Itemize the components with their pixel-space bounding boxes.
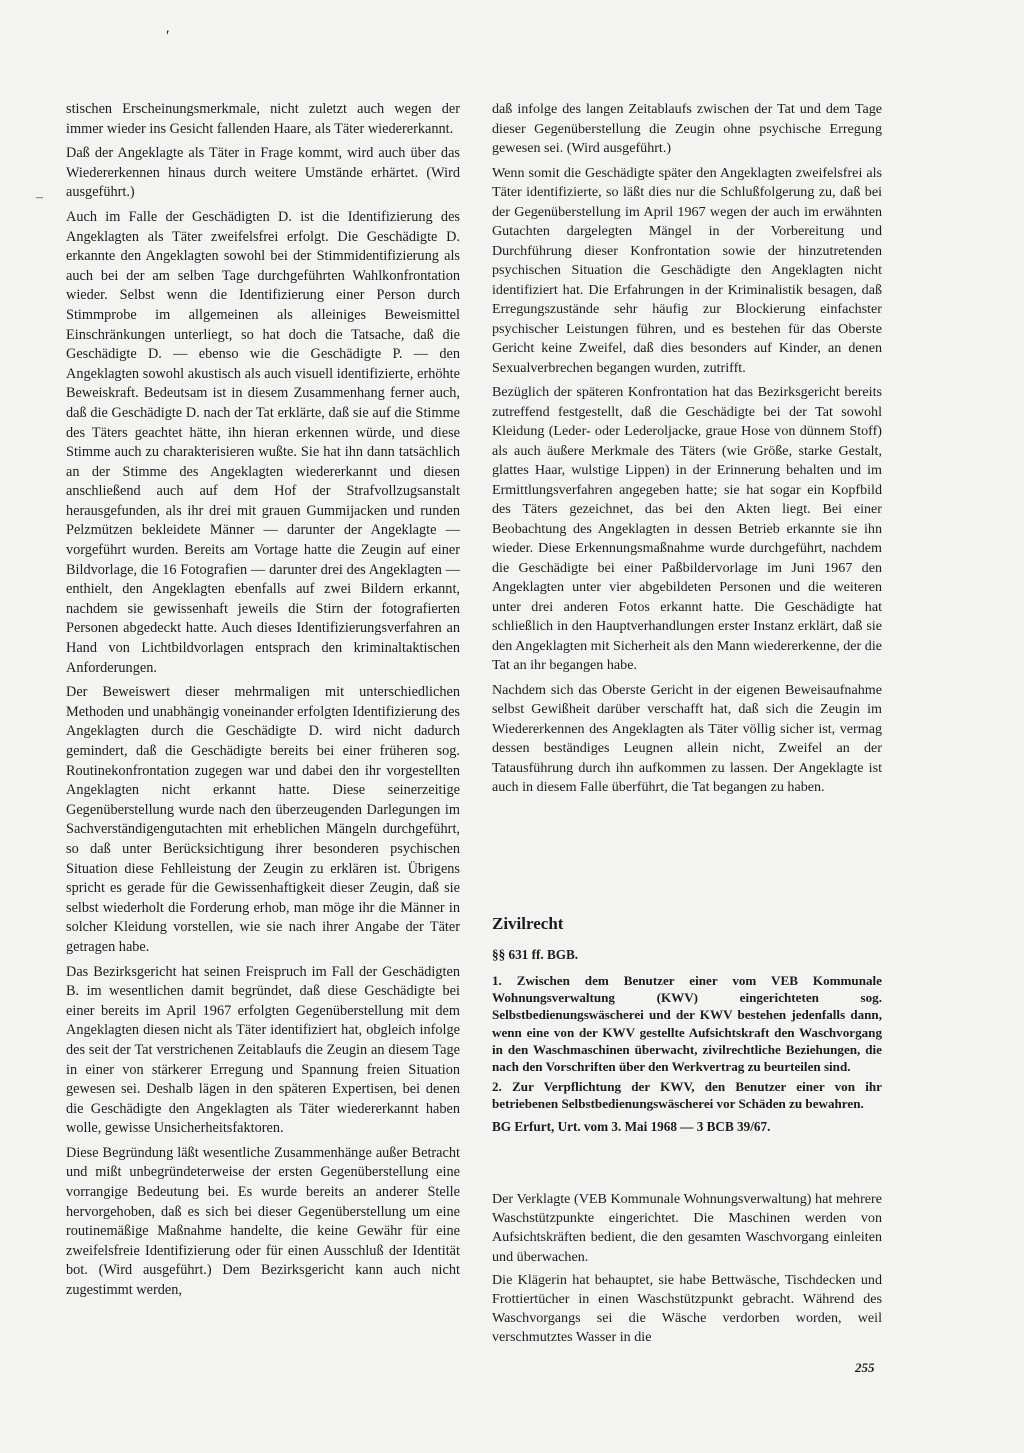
paragraph: Das Bezirksgericht hat seinen Freispruch im Fall der Geschädigten B. im wesentlichen damit begründet, daß diese Geschädigte bei einer bereits im April 1967 erfolgten Gegenüberstellung mit dem Angeklagten diesen nicht als Täter identifiziert hat, obgleich infolge des seit der Tat verstrichenen Zeitablaufs die Zeugin an diesem Tage in einer von stärkerer Erregung und Spannung freien Situation gewesen sei. Deshalb lägen in den späteren Expertisen, bei denen die Geschädigte den Angeklagten als Täter wiedererkannt haben wolle, gewisse Unsicherheitsfaktoren. xyxy=(66,963,460,1137)
paragraph: Daß der Angeklagte als Täter in Frage kommt, wird auch über das Wiedererkennen hinaus durch weitere Umstände erhärtet. (Wird ausgeführt.) xyxy=(66,145,460,201)
page-number: 255 xyxy=(855,1360,875,1375)
headnote: 2. Zur Verpflichtung der KWV, den Benutzer einer von ihr betriebenen Selbstbedienungswäscherei vor Schäden zu bewahren. xyxy=(492,1079,882,1112)
case-header xyxy=(492,947,882,1135)
margin-mark: – xyxy=(36,190,43,205)
section-title: Zivilrecht xyxy=(492,914,564,933)
right-column xyxy=(492,100,882,803)
paragraph: Der Beweiswert dieser mehrmaligen mit unterschiedlichen Methoden und unabhängig voneinander erfolgten Identifizierung des Angeklagten durch die Geschädigte D. wird nicht dadurch gemindert, daß die Geschädigte bereits bei einer früheren sog. Routinekonfrontation zugegen war und dabei den ihr vorgestellten Angeklagten nicht erkannt hatte. Diese seinerzeitige Gegenüberstellung wurde nach den überzeugenden Darlegungen im Sachverständigengutachten mit erheblichen Mängeln durchgeführt, so daß unter Berücksichtigung ihrer besonderen psychischen Situation diese Fehlleistung der Zeugin zu erklären ist. Übrigens spricht es gerade für die Gewissenhaftigkeit dieser Zeugin, daß sie selbst wiederholt die Forderung erhob, man möge ihr die Männer in solcher Kleidung vorstellen, wie sie nach ihrer Angabe der Täter getragen habe. xyxy=(66,684,460,955)
paragraph: Die Klägerin hat behauptet, sie habe Bettwäsche, Tischdecken und Frottiertücher in einen Waschstützpunkt gebracht. Während des Waschvorgangs sei die Wäsche verdorben worden, weil verschmutztes Wasser in die xyxy=(492,1271,882,1346)
paragraph: daß infolge des langen Zeitablaufs zwischen der Tat und dem Tage dieser Gegenüberstellung die Zeugin ohne psychische Erregung gewesen sei. (Wird ausgeführt.) xyxy=(492,101,882,156)
paragraph: stischen Erscheinungsmerkmale, nicht zuletzt auch wegen der immer wieder ins Gesicht fallenden Haare, als Täter wiedererkannt. xyxy=(66,101,460,137)
headnote: 1. Zwischen dem Benutzer einer vom VEB Kommunale Wohnungsverwaltung (KWV) eingerichteten sog. Selbstbedienungswäscherei und der KWV bestehen jedenfalls dann, wenn eine von der KWV gestellte Aufsichtskraft den Waschvorgang in den Waschmaschinen überwacht, zivilrechtliche Beziehungen, die nach den Vorschriften über den Werkvertrag zu beurteilen sind. xyxy=(492,973,882,1075)
law-reference: §§ 631 ff. BGB. xyxy=(492,947,579,962)
paragraph: Diese Begründung läßt wesentliche Zusammenhänge außer Betracht und mißt unbegründeterweise der ersten Gegenüberstellung eine vorrangige Bedeutung bei. Es wurde bereits an anderer Stelle hervorgehoben, daß es sich bei dieser Gegenüberstellung um eine routinemäßige Maßnahme handelte, die keine Gewähr für eine zweifelsfreie Identifizierung oder für einen Ausschluß der Identität bot. (Wird ausgeführt.) Dem Bezirksgericht kann auch nicht zugestimmt werden, xyxy=(66,1144,460,1299)
paragraph: Der Verklagte (VEB Kommunale Wohnungsverwaltung) hat mehrere Waschstützpunkte eingerichtet. Die Maschinen werden von Aufsichtskräften bedient, die den gesamten Waschvorgang einleiten und überwachen. xyxy=(492,1191,882,1265)
left-column xyxy=(66,100,460,1306)
stray-mark: ′ xyxy=(165,28,169,45)
paragraph: Nachdem sich das Oberste Gericht in der eigenen Beweisaufnahme selbst Gewißheit darüber verschafft hat, daß sich die Zeugin im Wiedererkennen des Angeklagten als Täter völlig sicher ist, vermag dessen beständiges Leugnen allein nicht, Zweifel an der Tatausführung durch ihn aufkommen zu lassen. Der Angeklagte ist auch in diesem Falle überführt, die Tat begangen zu haben. xyxy=(492,681,882,795)
paragraph: Auch im Falle der Geschädigten D. ist die Identifizierung des Angeklagten als Täter zweifelsfrei erfolgt. Die Geschädigte D. erkannte den Angeklagten sowohl bei der Stimmidentifizierung als auch bei der am selben Tage durchgeführten Wahlkonfrontation wieder. Selbst wenn die Identifizierung einer Person durch Stimmprobe im allgemeinen als alleiniges Beweismittel Einschränkungen unterliegt, so hat doch die Tatsache, daß die Geschädigte D. — ebenso wie die Geschädigte P. — den Angeklagten sowohl akustisch als auch visuell identifizierte, erhöhte Beweiskraft. Bedeutsam ist in diesem Zusammenhang ferner auch, daß die Geschädigte D. nach der Tat erklärte, daß sie auf die Stimme des Täters geachtet hätte, ihn hieran erkennen würde, und diese Stimme auch zu charakterisieren wußte. Sie hat ihn dann tatsächlich an der Stimme des Angeklagten wiedererkannt und diesen anschließend auch auf dem Hof der Strafvollzugsanstalt herausgefunden, als ihr drei mit grauen Gummijacken und runden Pelzmützen bekleidete Männer — darunter der Angeklagte — vorgeführt wurden. Bereits am Vortage hatte die Zeugin auf einer Bildvorlage, die 16 Fotografien — darunter drei des Angeklagten — enthielt, den Angeklagten ebenfalls auf zwei Bildern erkannt, nachdem sie gewissenhaft jeweils die Stirn der fotografierten Personen abgedeckt hatte. Auch dieses Identifizierungsverfahren an Hand von Lichtbildvorlagen entsprach den kriminaltaktischen Anforderungen. xyxy=(66,208,460,676)
case-body xyxy=(492,1190,882,1352)
paragraph: Wenn somit die Geschädigte später den Angeklagten zweifelsfrei als Täter identifizierte, so läßt dies nur die Schlußfolgerung zu, daß bei der Gegenüberstellung im April 1967 wegen der auch im erwähnten Gutachten dargelegten Mängel in der Vorbereitung und Durchführung dieser Konfrontation sowie der hinzutretenden psychischen Situation die Geschädigte den Angeklagten nicht identifiziert hat. Die Erfahrungen in der Kriminalistik besagen, daß Erregungszustände sehr häufig zur Blockierung einfachster psychischer Leistungen führen, und es bestehen für das Oberste Gericht keine Zweifel, daß dies besonders auf Kinder, an denen Sexualverbrechen begangen wurden, zutrifft. xyxy=(492,164,882,376)
paragraph: Bezüglich der späteren Konfrontation hat das Bezirksgericht bereits zutreffend festgestellt, daß die Geschädigte bei der Tat sowohl Kleidung (Leder- oder Lederoljacke, graue Hose von dünnem Stoff) als auch äußere Merkmale des Täters (wie Größe, starke Gestalt, glattes Haar, wulstige Lippen) in der Erinnerung behalten und im Ermittlungsverfahren angegeben hatte; sie hat sogar ein Kopfbild des Täters gezeichnet, das bei den Akten liegt. Bei einer Beobachtung des Angeklagten in dessen Betrieb erkannte sie ihn wieder. Diese Erkennungsmaßnahme wurde durchgeführt, nachdem die Geschädigte bei einer Paßbildervorlage im Juni 1967 den Angeklagten unter vier abgebildeten Personen und die weiteren unter drei anderen Fotos erkannt hatte. Die Geschädigte hat schließlich in den Hauptverhandlungen erster Instanz erklärt, daß sie den Angeklagten mit Sicherheit als den Mann wiedererkenne, der die Tat an ihr begangen habe. xyxy=(492,384,882,673)
case-citation: BG Erfurt, Urt. vom 3. Mai 1968 — 3 BCB 39/67. xyxy=(492,1118,771,1134)
